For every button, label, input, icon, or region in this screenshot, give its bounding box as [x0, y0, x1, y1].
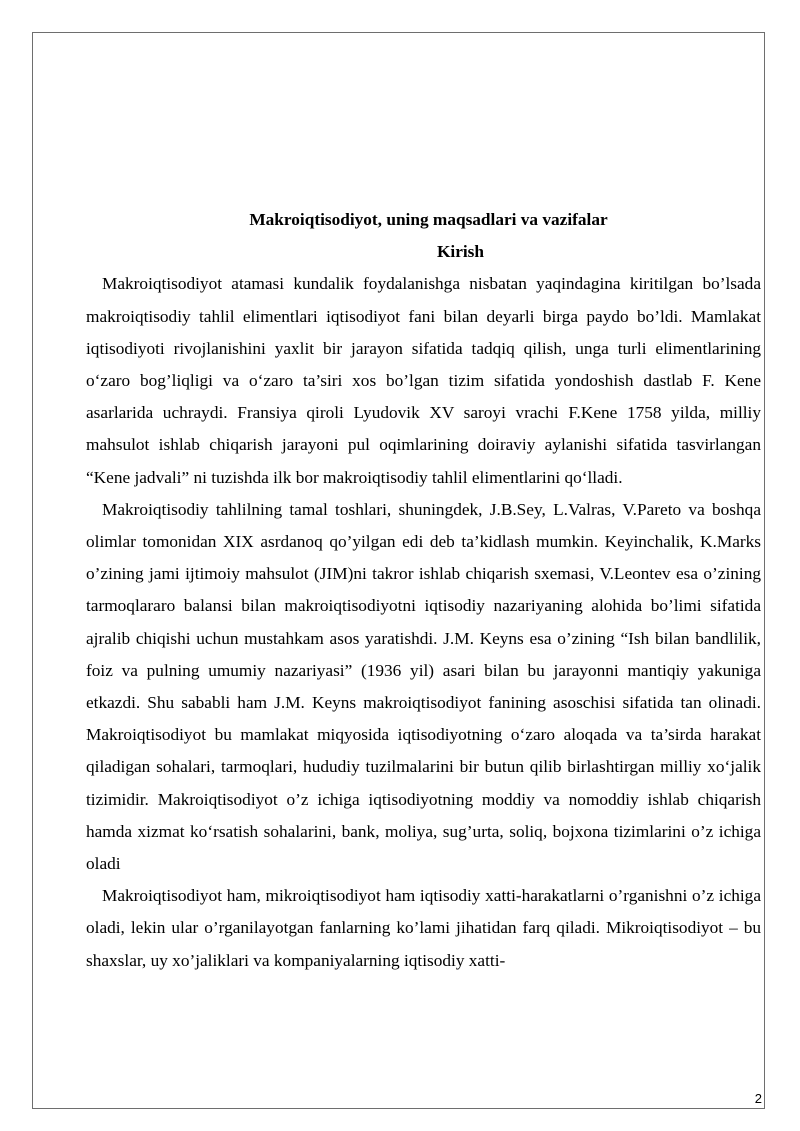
- document-body: [86, 204, 761, 977]
- section-heading: Kirish: [436, 242, 485, 262]
- paragraph-1: Makroiqtisodiyot atamasi kundalik foydalanishga nisbatan yaqindagina kiritilgan bo’lsada makroiqtisodiy tahlil elimentlari iqtisodiyot fani bilan deyarli birga paydo bo’ldi. Mamlakat iqtisodiyoti rivojlanishini yaxlit bir jarayon sifatida tadqiq qilish, unga turli elimentlarining o‘zaro bog’liqligi va o‘zaro ta’siri xos bo’lgan tizim sifatida yondoshish dastlab F. Kene asarlarida uchraydi. Fransiya qiroli Lyudovik XV saroyi vrachi F.Kene 1758 yilda, milliy mahsulot ishlab chiqarish jarayoni pul oqimlarining doiraviy aylanishi sifatida tasvirlangan “Kene jadvali” ni tuzishda ilk bor makroiqtisodiy tahlil elimentlarini qo‘lladi.: [86, 274, 761, 487]
- page-number: 2: [754, 1091, 762, 1106]
- document-title: Makroiqtisodiyot, uning maqsadlari va vazifalar: [249, 210, 608, 229]
- paragraph-2: Makroiqtisodiy tahlilning tamal toshlari, shuningdek, J.B.Sey, L.Valras, V.Pareto va boshqa olimlar tomonidan XIX asrdanoq qo’yilgan edi deb ta’kidlash mumkin. Keyinchalik, K.Marks o’zining jami ijtimoiy mahsulot (JIM)ni takror ishlab chiqarish sxemasi, V.Leontev esa o’zining tarmoqlararo balansi bilan makroiqtisodiyotni iqtisodiy nazariyaning alohida bo’limi sifatida ajralib chiqishi uchun mustahkam asos yaratishdi. J.M. Keyns esa o’zining “Ish bilan bandlilik, foiz va pulning umumiy nazariyasi” (1936 yil) asari bilan bu jarayonni mantiqiy yakuniga etkazdi. Shu sababli ham J.M. Keyns makroiqtisodiyot fanining asoschisi sifatida tan olinadi. Makroiqtisodiyot bu mamlakat miqyosida iqtisodiyotning o‘zaro aloqada va ta’sirda harakat qiladigan sohalari, tarmoqlari, hududiy tuzilmalarini bir butun qilib birlashtirgan milliy xo‘jalik tizimidir. Makroiqtisodiyot o’z ichiga iqtisodiyotning moddiy va nomoddiy ishlab chiqarish hamda xizmat ko‘rsatish sohalarini, bank, moliya, sug’urta, soliq, bojxona tizimlarini o’z ichiga oladi: [86, 499, 761, 874]
- paragraph-3: Makroiqtisodiyot ham, mikroiqtisodiyot ham iqtisodiy xatti-harakatlarni o’rganishni o’z ichiga oladi, lekin ular o’rganilayotgan fanlarning ko’lami jihatidan farq qiladi. Mikroiqtisodiyot – bu shaxslar, uy xo’jaliklari va kompaniyalarning iqtisodiy xatti-: [86, 886, 761, 970]
